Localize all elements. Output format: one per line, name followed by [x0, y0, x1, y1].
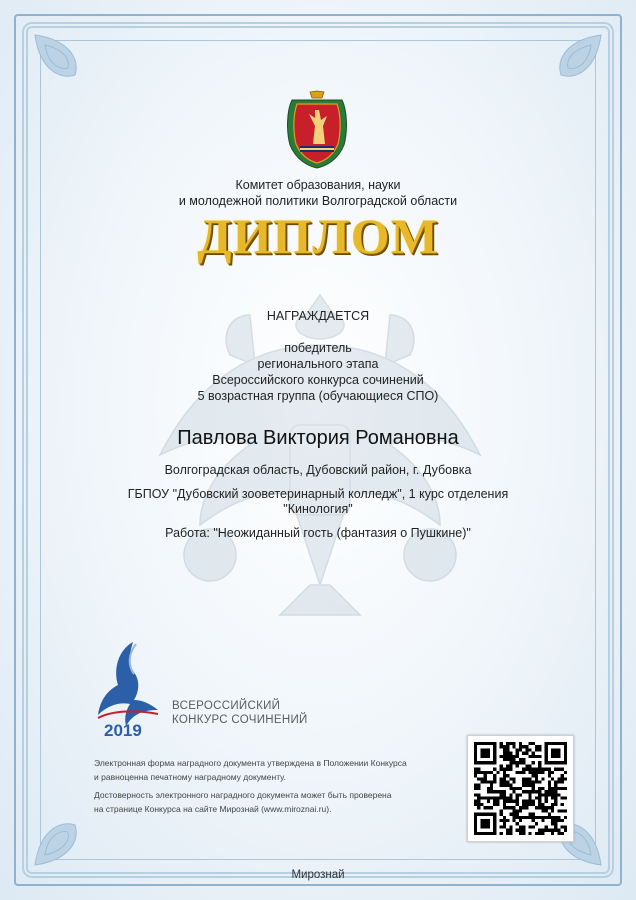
award-line: победитель	[284, 341, 352, 355]
logo-year: 2019	[104, 721, 142, 740]
recipient-institution: ГБПОУ "Дубовский зооветеринарный колледж", 1 курс отделения	[127, 487, 509, 501]
footer-brand: Мирознай	[291, 869, 345, 881]
award-line: Всероссийского конкурса сочинений	[212, 373, 424, 387]
diploma-title: ДИПЛОМ	[197, 208, 439, 264]
note-line: Электронная форма наградного документа утверждена в Положении Конкурса	[94, 758, 407, 768]
note-line: на странице Конкурса на сайте Мирознай (www.miroznai.ru).	[94, 804, 332, 814]
award-line: регионального этапа	[257, 357, 379, 371]
volgograd-coat-of-arms-icon	[282, 90, 352, 170]
recipient-name: Павлова Виктория Романовна	[177, 427, 459, 449]
recipient-institution-dept: "Кинология"	[283, 502, 353, 516]
organization-line-2: и молодежной политики Волгоградской области	[178, 194, 458, 208]
contest-swan-logo-icon	[88, 640, 168, 740]
award-line: 5 возрастная группа (обучающиеся СПО)	[197, 389, 439, 403]
contest-logo-line-2: КОНКУРС СОЧИНЕНИЙ	[172, 714, 308, 726]
corner-ornament-icon	[516, 30, 606, 120]
contest-logo-line-1: ВСЕРОССИЙСКИЙ	[172, 700, 281, 712]
corner-ornament-icon	[30, 30, 120, 120]
recipient-work: Работа: "Неожиданный гость (фантазия о Пушкине)"	[165, 526, 471, 540]
qr-code-icon[interactable]	[467, 735, 574, 842]
award-heading: НАГРАЖДАЕТСЯ	[266, 309, 370, 323]
organization-line-1: Комитет образования, науки	[235, 178, 401, 192]
recipient-location: Волгоградская область, Дубовский район, г. Дубовка	[164, 463, 472, 477]
note-line: Достоверность электронного наградного документа может быть проверена	[94, 790, 392, 800]
note-line: и равноценна печатному наградному документу.	[94, 772, 286, 782]
